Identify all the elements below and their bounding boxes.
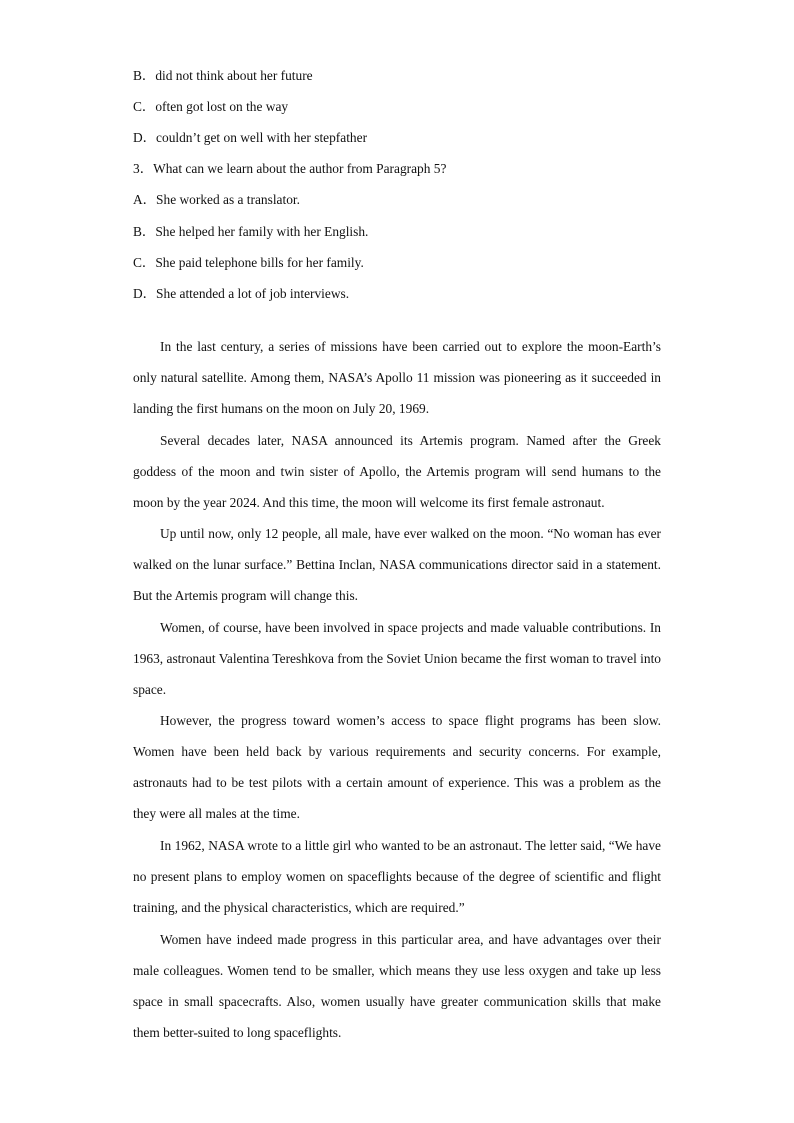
answer-option-c: C．often got lost on the way: [133, 99, 289, 114]
answer-option-b: B．She helped her family with her English.: [133, 224, 369, 239]
passage-paragraph-5: However, the progress toward women’s access to space flight programs has been slow. Women have been held back by various requirements and security concerns. For example, astronauts had to be test pilots with a certain amount of experience. This was a problem as the they were all males at the time.: [133, 713, 661, 822]
passage-paragraph-2: Several decades later, NASA announced its Artemis program. Named after the Greek goddess of the moon and twin sister of Apollo, the Artemis program will send humans to the moon by the year 2024. And this time, the moon will welcome its first female astronaut.: [133, 433, 661, 511]
answer-option-b: B．did not think about her future: [133, 68, 313, 83]
passage-paragraph-3: Up until now, only 12 people, all male, have ever walked on the moon. “No woman has ever walked on the lunar surface.” Bettina Inclan, NASA communications director said in a statement. But the Artemis program will change this.: [133, 526, 661, 604]
answer-option-c: C．She paid telephone bills for her family.: [133, 255, 364, 270]
passage-paragraph-6: In 1962, NASA wrote to a little girl who wanted to be an astronaut. The letter said, “We have no present plans to employ women on spaceflights because of the degree of scientific and flight training, and the physical characteristics, which are required.”: [133, 838, 661, 916]
answer-option-a: A．She worked as a translator.: [133, 192, 300, 207]
answer-option-d: D．She attended a lot of job interviews.: [133, 286, 350, 301]
question-3: 3．What can we learn about the author from Paragraph 5?: [133, 161, 447, 176]
passage-paragraph-4: Women, of course, have been involved in space projects and made valuable contributions. In 1963, astronaut Valentina Tereshkova from the Soviet Union became the first woman to travel into space.: [133, 620, 661, 698]
passage-paragraph-1: In the last century, a series of missions have been carried out to explore the moon-Earth’s only natural satellite. Among them, NASA’s Apollo 11 mission was pioneering as it succeeded in landing the first humans on the moon on July 20, 1969.: [133, 339, 661, 417]
answer-option-d: D．couldn’t get on well with her stepfather: [133, 130, 368, 145]
passage-paragraph-7: Women have indeed made progress in this particular area, and have advantages over their male colleagues. Women tend to be smaller, which means they use less oxygen and take up less space in small spacecrafts. Also, women usually have greater communication skills that make them better-suited to long spaceflights.: [133, 932, 661, 1041]
